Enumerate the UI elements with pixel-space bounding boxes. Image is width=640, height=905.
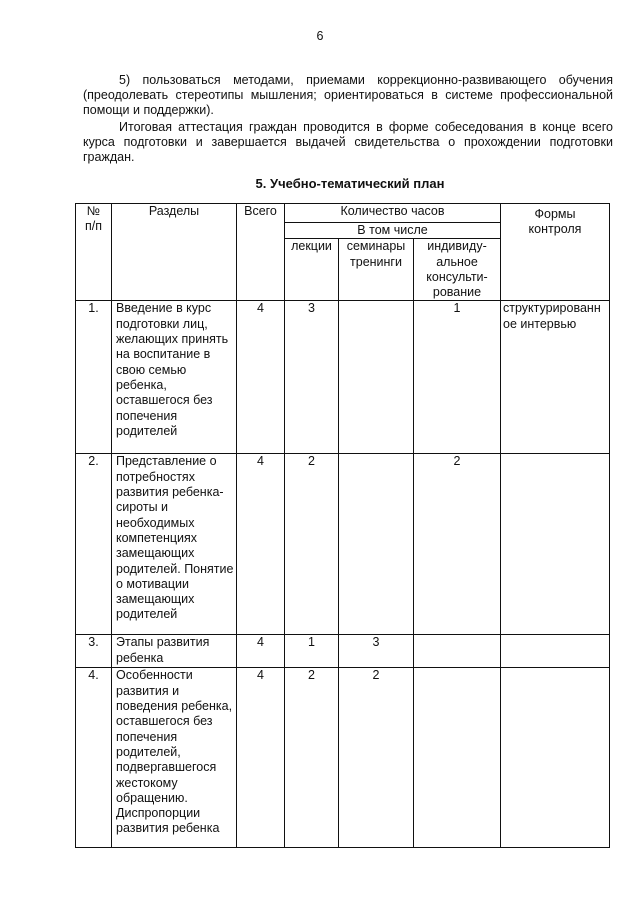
header-individual: индивиду-альное консульти-рование [414, 239, 501, 301]
row-individual [414, 635, 501, 668]
row-lectures: 2 [285, 454, 339, 635]
row-section: Представление о потребностях развития ребенка-сироты и необходимых компетенциях замещающих родителей. Понятие о мотивации замещающих родителей [112, 454, 237, 635]
header-hours: Количество часов [285, 204, 501, 223]
paragraph-methods: 5) пользоваться методами, приемами коррекционно-развивающего обучения (преодолевать стереотипы мышления; ориентироваться в системе профессиональной помощи и поддержки). [83, 73, 613, 118]
row-num: 3. [76, 635, 112, 668]
header-num: № п/п [76, 204, 112, 301]
row-control [501, 635, 610, 668]
row-seminars: 3 [339, 635, 414, 668]
table-row [76, 668, 610, 848]
row-num: 2. [76, 454, 112, 635]
header-total: Всего [237, 204, 285, 301]
section-title: 5. Учебно-тематический план [255, 176, 445, 191]
row-seminars [339, 454, 414, 635]
row-individual [414, 668, 501, 848]
table-row [76, 454, 610, 635]
header-control: Формы контроля [501, 204, 610, 301]
row-control [501, 454, 610, 635]
header-seminars: семинары тренинги [339, 239, 414, 301]
row-seminars: 2 [339, 668, 414, 848]
row-section: Особенности развития и поведения ребенка, оставшегося без попечения родителей, подвергавшегося жестокому обращению. Диспропорции развития ребенка [112, 668, 237, 848]
row-total: 4 [237, 301, 285, 454]
row-lectures: 2 [285, 668, 339, 848]
header-lectures: лекции [285, 239, 339, 301]
row-num: 4. [76, 668, 112, 848]
row-seminars [339, 301, 414, 454]
row-total: 4 [237, 668, 285, 848]
page-number: 6 [316, 29, 324, 43]
row-individual: 1 [414, 301, 501, 454]
curriculum-table [75, 203, 610, 848]
row-control: структурированное интервью [501, 301, 610, 454]
row-lectures: 3 [285, 301, 339, 454]
table-row [76, 635, 610, 668]
paragraph-final-attestation: Итоговая аттестация граждан проводится в форме собеседования в конце всего курса подготовки и завершается выдачей свидетельства о прохождении подготовки граждан. [83, 120, 613, 165]
row-section: Этапы развития ребенка [112, 635, 237, 668]
row-lectures: 1 [285, 635, 339, 668]
table-row [76, 301, 610, 454]
header-sections: Разделы [112, 204, 237, 301]
row-section: Введение в курс подготовки лиц, желающих принять на воспитание в свою семью ребенка, оставшегося без попечения родителей [112, 301, 237, 454]
row-control [501, 668, 610, 848]
row-total: 4 [237, 454, 285, 635]
row-num: 1. [76, 301, 112, 454]
header-including: В том числе [285, 223, 501, 239]
row-individual: 2 [414, 454, 501, 635]
row-total: 4 [237, 635, 285, 668]
